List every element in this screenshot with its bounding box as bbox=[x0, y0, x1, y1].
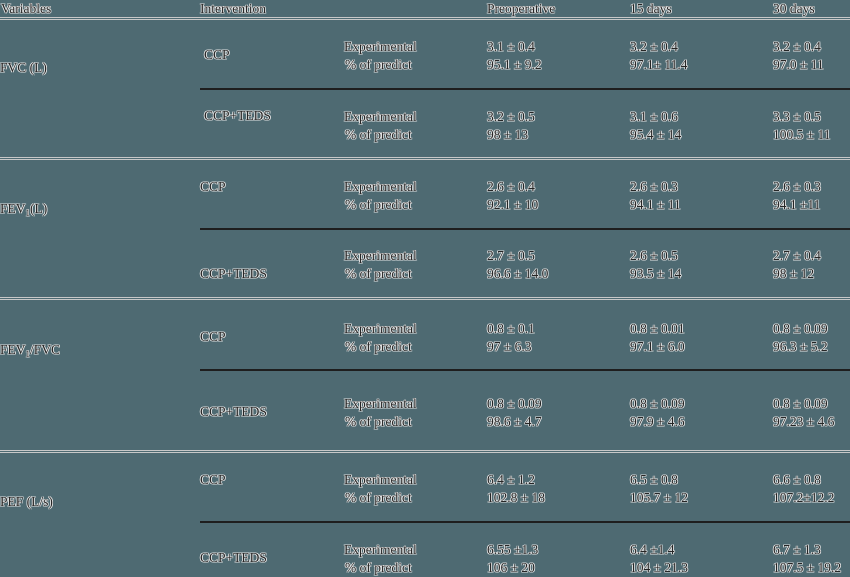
header-variables: Variables bbox=[1, 1, 52, 16]
cell: 2.7 ± 0.5 bbox=[487, 248, 535, 263]
cell: 94.1 ±11 bbox=[773, 197, 821, 212]
cell: 96.3 ± 5.2 bbox=[773, 339, 828, 354]
cell: 6.4 ±1.4 bbox=[630, 542, 675, 557]
header-intervention: Intervention bbox=[200, 1, 266, 16]
row-label-percent: % of predict bbox=[345, 127, 412, 142]
cell: 100.5 ± 11 bbox=[773, 127, 831, 142]
header-30-days: 30 days bbox=[773, 1, 815, 16]
row-label-percent: % of predict bbox=[345, 266, 412, 281]
cell: 3.2 ± 0.4 bbox=[773, 39, 821, 54]
cell: 97.0 ± 11 bbox=[773, 57, 824, 72]
group-rule bbox=[200, 228, 850, 230]
cell: 3.3 ± 0.5 bbox=[773, 109, 821, 124]
cell: 3.2 ± 0.5 bbox=[487, 109, 535, 124]
row-label-percent: % of predict bbox=[345, 560, 412, 575]
section-rule bbox=[0, 450, 850, 453]
variable-label bbox=[0, 341, 60, 363]
row-label-experimental: Experimental bbox=[344, 39, 417, 54]
group-rule bbox=[200, 521, 850, 523]
cell: 92.1 ± 10 bbox=[487, 197, 539, 212]
cell: 106 ± 20 bbox=[487, 560, 535, 575]
cell: 104 ± 21.3 bbox=[630, 560, 689, 575]
cell: 0.8 ± 0.09 bbox=[773, 321, 828, 336]
cell: 6.4 ± 1.2 bbox=[487, 472, 535, 487]
row-label-experimental: Experimental bbox=[344, 248, 417, 263]
intervention-label: CCP+TEDS bbox=[200, 404, 267, 419]
intervention-label: CCP bbox=[200, 179, 226, 194]
row-label-experimental: Experimental bbox=[344, 396, 417, 411]
variable-subscript: 1 bbox=[25, 349, 31, 359]
cell: 107.5 ± 19.2 bbox=[773, 560, 842, 575]
cell: 0.8 ± 0.09 bbox=[487, 396, 542, 411]
cell: 97.1 ± 6.0 bbox=[630, 339, 685, 354]
row-label-experimental: Experimental bbox=[344, 472, 417, 487]
cell: 0.8 ± 0.09 bbox=[630, 396, 685, 411]
variable-name: FEV bbox=[0, 201, 26, 216]
cell: 6.5 ± 0.8 bbox=[630, 472, 678, 487]
cell: 94.1 ± 11 bbox=[630, 197, 681, 212]
intervention-label: CCP+TEDS bbox=[200, 550, 267, 565]
variable-label: FVC (L) bbox=[0, 60, 47, 75]
cell: 2.6 ± 0.4 bbox=[487, 179, 535, 194]
header-rule bbox=[0, 17, 850, 20]
header-15-days: 15 days bbox=[630, 1, 672, 16]
row-label-experimental: Experimental bbox=[344, 321, 417, 336]
cell: 2.6 ± 0.5 bbox=[630, 248, 678, 263]
cell: 97.1± 11.4 bbox=[630, 57, 688, 72]
intervention-label: CCP bbox=[200, 329, 226, 344]
variable-subscript: 1 bbox=[25, 208, 31, 218]
cell: 3.1 ± 0.4 bbox=[487, 39, 535, 54]
cell: 96.6 ± 14.0 bbox=[487, 266, 549, 281]
variable-suffix: /FVC bbox=[30, 342, 61, 357]
cell: 107.2±12.2 bbox=[773, 490, 835, 505]
section-rule bbox=[0, 297, 850, 300]
group-rule bbox=[200, 369, 850, 371]
row-label-percent: % of predict bbox=[345, 414, 412, 429]
cell: 98 ± 13 bbox=[487, 127, 529, 142]
variable-suffix: (L) bbox=[30, 201, 48, 216]
variable-name: FEV bbox=[0, 342, 26, 357]
row-label-percent: % of predict bbox=[345, 339, 412, 354]
cell: 6.6 ± 0.8 bbox=[773, 472, 821, 487]
header-preoperative: Preoperative bbox=[487, 1, 556, 16]
cell: 97.23 ± 4.6 bbox=[773, 414, 835, 429]
cell: 0.8 ± 0.01 bbox=[630, 321, 685, 336]
cell: 2.6 ± 0.3 bbox=[773, 179, 821, 194]
cell: 98 ± 12 bbox=[773, 266, 815, 281]
cell: 3.2 ± 0.4 bbox=[630, 39, 678, 54]
intervention-label: CCP bbox=[204, 47, 230, 62]
cell: 105.7 ± 12 bbox=[630, 490, 689, 505]
cell: 2.6 ± 0.3 bbox=[630, 179, 678, 194]
row-label-percent: % of predict bbox=[345, 197, 412, 212]
variable-label bbox=[0, 200, 47, 222]
intervention-label: CCP+TEDS bbox=[200, 266, 267, 281]
cell: 95.4 ± 14 bbox=[630, 127, 682, 142]
intervention-label: CCP+TEDS bbox=[204, 108, 271, 123]
cell: 2.7 ± 0.4 bbox=[773, 248, 821, 263]
variable-label: PEF (L/s) bbox=[0, 494, 53, 509]
cell: 102.8 ± 18 bbox=[487, 490, 546, 505]
cell: 6.7 ± 1.3 bbox=[773, 542, 821, 557]
cell: 97.9 ± 4.6 bbox=[630, 414, 685, 429]
cell: 0.8 ± 0.09 bbox=[773, 396, 828, 411]
row-label-experimental: Experimental bbox=[344, 179, 417, 194]
intervention-label: CCP bbox=[200, 472, 226, 487]
cell: 93.5 ± 14 bbox=[630, 266, 682, 281]
cell: 95.1 ± 9.2 bbox=[487, 57, 542, 72]
cell: 6.55 ±1.3 bbox=[487, 542, 539, 557]
cell: 3.1 ± 0.6 bbox=[630, 109, 678, 124]
row-label-experimental: Experimental bbox=[344, 109, 417, 124]
row-label-experimental: Experimental bbox=[344, 542, 417, 557]
cell: 97 ± 6.3 bbox=[487, 339, 532, 354]
cell: 98.6 ± 4.7 bbox=[487, 414, 542, 429]
section-rule bbox=[0, 157, 850, 160]
cell: 0.8 ± 0.1 bbox=[487, 321, 535, 336]
row-label-percent: % of predict bbox=[345, 57, 412, 72]
row-label-percent: % of predict bbox=[345, 490, 412, 505]
group-rule bbox=[200, 88, 850, 90]
